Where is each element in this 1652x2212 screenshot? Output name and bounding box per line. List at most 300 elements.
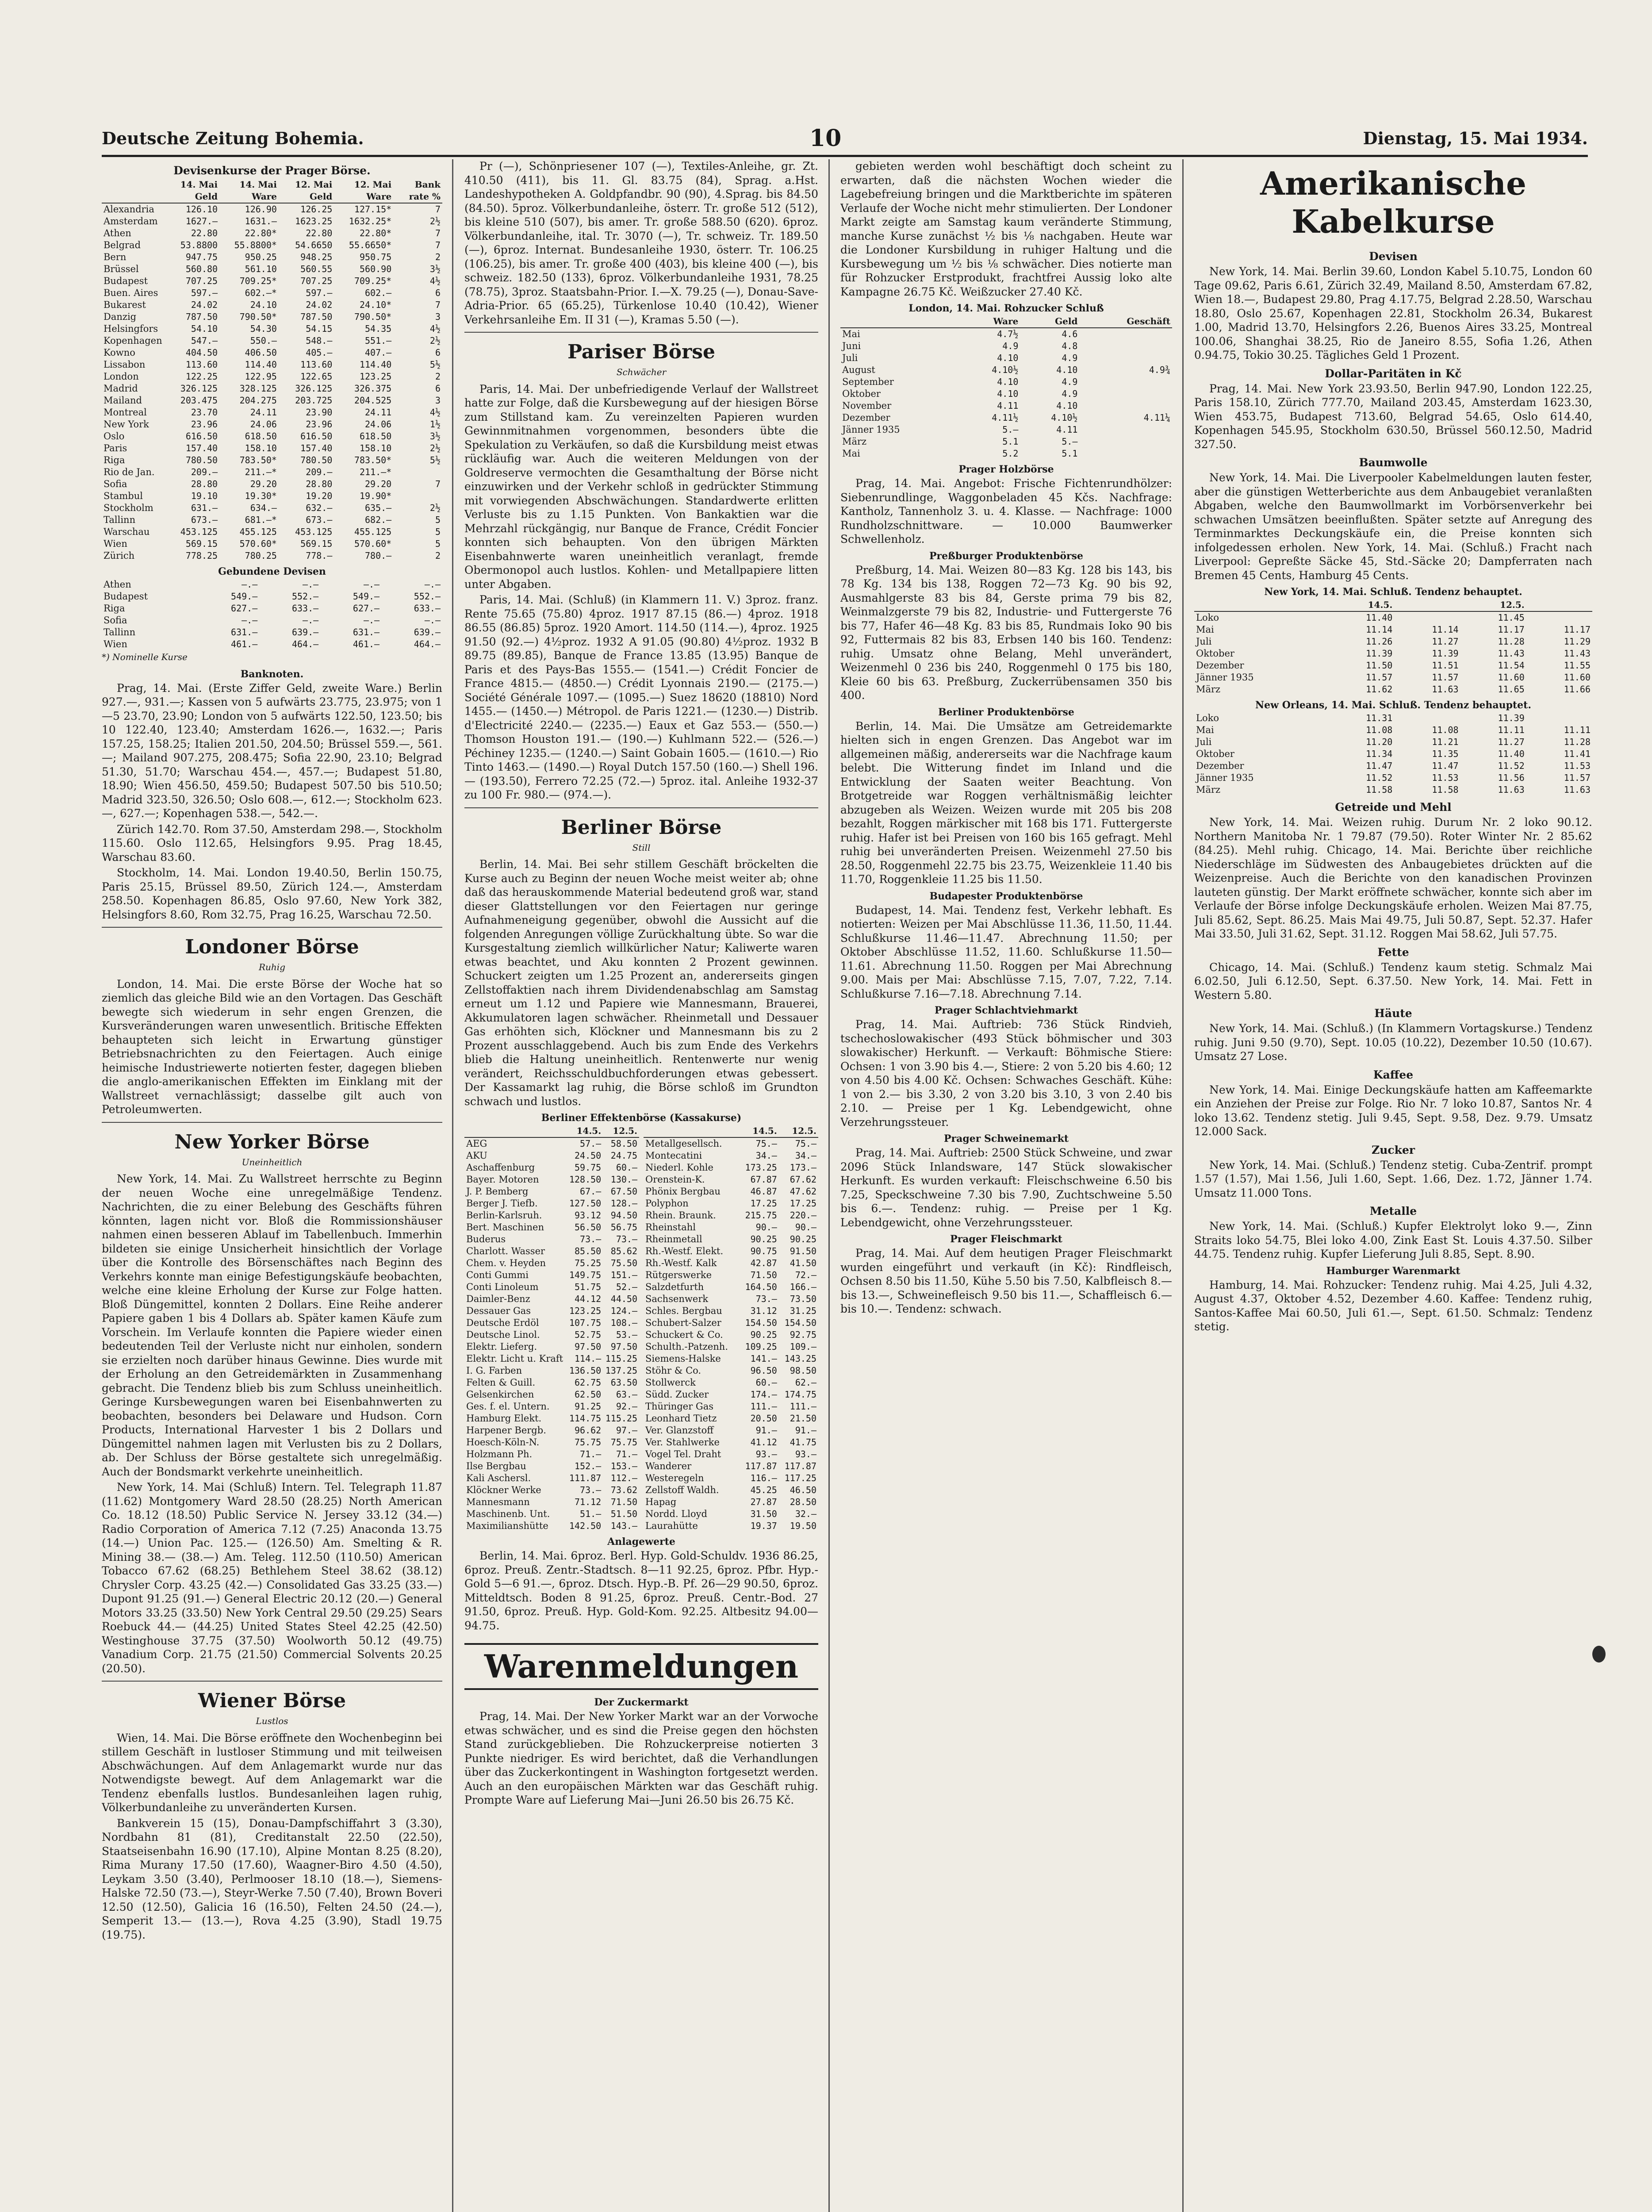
- cell-value: 597.—: [306, 288, 333, 298]
- row-label: Mai: [1196, 624, 1214, 635]
- row-label: Danzig: [103, 311, 137, 322]
- column-header: 12. Mai Ware: [334, 179, 393, 203]
- cell-value: 11.52: [1498, 760, 1525, 771]
- table-row: [102, 591, 442, 603]
- table-row: [644, 1210, 818, 1221]
- cell-value: 24.11: [365, 407, 392, 418]
- column-header: 14.5.: [1328, 599, 1394, 611]
- cell-value: 34.—: [795, 1150, 816, 1161]
- zucker-text: Prag, 14. Mai. Der New Yorker Markt war an der Vorwoche etwas schwächer, und es sind die Preise gegen den höchsten Stand zurückgeblieben. Die Rohzuckerpreise notierten 3 Punkte niedriger. Es wird berichtet, daß die Verhandlungen über das Zuckerkontingent in Washington fortgesetzt werden. Auch an den europäischen Märkten war das Geschäft ruhig. Prompte Ware auf Lieferung Mai—Juni 26.50 bis 26.75 Kč.: [464, 1710, 818, 1806]
- cell-value: 5: [435, 538, 441, 549]
- cell-value: 24.10*: [359, 300, 392, 310]
- cell-value: 4.8: [1062, 341, 1078, 351]
- cell-value: 60.—: [616, 1162, 637, 1173]
- cell-value: 24.50: [574, 1150, 602, 1161]
- table-row: [840, 340, 1172, 352]
- row-label: Vogel Tel. Draht: [645, 1449, 721, 1459]
- cell-value: 91.50: [790, 1246, 816, 1256]
- cell-value: 27.87: [750, 1497, 777, 1507]
- column-header: [1394, 599, 1460, 611]
- row-label: Rheinstahl: [645, 1222, 696, 1233]
- cell-value: 2: [435, 371, 441, 382]
- row-label: Oktober: [1196, 648, 1234, 659]
- cell-value: 1½: [429, 419, 441, 430]
- row-label: Aschaffenburg: [466, 1162, 535, 1173]
- cell-value: 41.50: [790, 1258, 816, 1268]
- cell-value: 11.31: [1366, 713, 1393, 723]
- cell-value: 54.6650: [295, 240, 333, 250]
- cell-value: 11.39: [1366, 648, 1393, 659]
- table-row: [1194, 672, 1592, 684]
- cell-value: 549.—: [353, 591, 380, 602]
- row-label: März: [842, 436, 867, 447]
- cell-value: 157.40: [185, 443, 218, 453]
- kassa-table-right: [644, 1125, 818, 1532]
- cell-value: 29.20: [250, 479, 277, 489]
- cell-value: 127.15*: [354, 204, 392, 215]
- schlacht-text: Prag, 14. Mai. Auftrieb: 736 Stück Rindvieh, tschechoslowakischer (493 Stück böhmischer und 303 slowakischer) Herkunft. — Verkauft: Böhmische Stiere: Ochsen: 1 von 3.90 bis 4.—, Stiere: 2 von 5.20 bis 4.60; 12 von 4.50 bis 4.00 Kč. Ochsen: Schwaches Geschäft. Kühe: 1 von 2.— bis 3.30, 2 von 3.20 bis 3.10, 3 von 2.40 bis 2.10. — Preise per 1 Kg. Lebendgewicht, ohne Verzehrungssteuer.: [840, 1018, 1172, 1129]
- table-row: [644, 1293, 818, 1305]
- cell-value: 114.40: [359, 359, 392, 370]
- table-row: [464, 1341, 639, 1353]
- cell-value: 75.75: [574, 1437, 602, 1448]
- cell-value: 570.60*: [239, 538, 277, 549]
- cell-value: 11.14: [1366, 624, 1393, 635]
- cell-value: 787.50: [185, 311, 218, 322]
- cell-value: 11.17: [1498, 624, 1525, 635]
- cell-value: 616.50: [300, 431, 333, 442]
- table-row: [644, 1257, 818, 1269]
- cell-value: 552.—: [414, 591, 441, 602]
- row-label: Budapest: [103, 276, 148, 286]
- table-row: [102, 311, 442, 323]
- table-row: [102, 407, 442, 419]
- cell-value: 790.50*: [354, 311, 392, 322]
- row-label: Wien: [103, 538, 127, 549]
- cell-value: 47.62: [790, 1186, 816, 1197]
- cell-value: 1623.25: [295, 216, 333, 227]
- cell-value: 4.10½: [1051, 412, 1078, 423]
- table-row: [644, 1389, 818, 1401]
- cell-value: 91.25: [574, 1401, 602, 1412]
- table-row: [644, 1353, 818, 1365]
- cell-value: 11.60: [1498, 672, 1525, 683]
- cell-value: 560.55: [300, 264, 333, 274]
- cell-value: [1394, 611, 1460, 624]
- cell-value: 90.75: [750, 1246, 777, 1256]
- cell-value: 464.—: [414, 639, 441, 649]
- cell-value: 5½: [429, 455, 441, 465]
- cell-value: 4.7½: [997, 329, 1019, 339]
- row-label: Loko: [1196, 612, 1219, 623]
- cell-value: 31.50: [750, 1509, 777, 1519]
- row-label: Juli: [1196, 636, 1212, 647]
- cell-value: 91.—: [795, 1425, 816, 1436]
- cell-value: 24.02: [306, 300, 333, 310]
- cell-value: 7: [435, 240, 441, 250]
- row-label: Wien: [103, 639, 127, 649]
- table-row: [644, 1137, 818, 1150]
- table-row: [102, 359, 442, 371]
- row-label: Stollwerck: [645, 1377, 696, 1388]
- column-rule: [828, 159, 830, 2212]
- divider: [464, 332, 818, 333]
- cell-value: 141.—: [750, 1353, 777, 1364]
- cell-value: 215.75: [745, 1210, 777, 1221]
- cell-value: 122.95: [245, 371, 277, 382]
- table-row: [644, 1448, 818, 1460]
- cell-value: [1526, 712, 1592, 724]
- cell-value: 632.—: [306, 503, 333, 513]
- cell-value: 11.62: [1366, 684, 1393, 695]
- cell-value: 11.35: [1432, 749, 1459, 759]
- cell-value: 22.80: [191, 228, 218, 238]
- cell-value: 631.—: [353, 627, 380, 637]
- cell-value: 204.525: [354, 395, 392, 406]
- row-label: Laurahütte: [645, 1521, 698, 1531]
- cell-value: 73.—: [580, 1234, 602, 1244]
- cell-value: 4.9: [1002, 341, 1019, 351]
- cell-value: [1079, 376, 1172, 388]
- table-row: [1194, 724, 1592, 736]
- cell-value: 126.90: [245, 204, 277, 215]
- waren-title: Warenmeldungen: [464, 1643, 818, 1690]
- cell-value: 149.75: [569, 1270, 602, 1280]
- zuerich-text: Zürich 142.70. Rom 37.50, Amsterdam 298.—, Stockholm 115.60. Oslo 112.65, Helsingfors 9.95. Prag 18.45, Warschau 83.60.: [102, 822, 442, 864]
- cell-value: [1079, 436, 1172, 448]
- cell-value: 51.—: [580, 1509, 602, 1519]
- cell-value: 151.—: [610, 1270, 637, 1280]
- row-label: Schulth.-Patzenh.: [645, 1341, 728, 1352]
- row-label: Buen. Aires: [103, 288, 158, 298]
- table-row: [644, 1305, 818, 1317]
- berlin-prod-title: Berliner Produktenbörse: [938, 706, 1074, 718]
- table-row: [102, 514, 442, 526]
- cell-value: 93.—: [755, 1449, 777, 1459]
- cell-value: 19.20: [306, 491, 333, 501]
- cell-value: 24.02: [191, 300, 218, 310]
- cell-value: 948.25: [300, 252, 333, 262]
- cell-value: 143.25: [784, 1353, 816, 1364]
- cell-value: 114.40: [245, 359, 277, 370]
- cell-value: 778.—: [306, 550, 333, 561]
- cell-value: 11.45: [1498, 612, 1525, 623]
- cell-value: 5.2: [1002, 448, 1019, 459]
- row-label: Westeregeln: [645, 1473, 704, 1483]
- cell-value: 34.—: [755, 1150, 777, 1161]
- cell-value: 63.50: [610, 1377, 637, 1388]
- cell-value: 85.50: [574, 1246, 602, 1256]
- cell-value: 203.725: [295, 395, 333, 406]
- table-row: [644, 1245, 818, 1257]
- cell-value: 11.56: [1498, 772, 1525, 783]
- table-row: [102, 299, 442, 311]
- column-header: [102, 179, 164, 203]
- cell-value: 326.125: [180, 383, 218, 394]
- cell-value: 639.—: [291, 627, 319, 637]
- cell-value: 707.25: [300, 276, 333, 286]
- row-label: Budapest: [103, 591, 148, 602]
- cell-value: 2½: [429, 443, 441, 453]
- cell-value: 130.—: [610, 1174, 637, 1185]
- row-label: Montreal: [103, 407, 147, 418]
- cell-value: 783.50*: [239, 455, 277, 465]
- metalle-text: New York, 14. Mai. (Schluß.) Kupfer Elektrolyt loko 9.—, Zinn Straits loko 54.75, Blei loko 4.00, Zink East St. Louis 4.37.50. Silber 44.75. Tendenz ruhig. Kupfer Lieferung Juli 8.85, Sept. 8.90.: [1194, 1220, 1592, 1260]
- newyork-quotes: New York, 14. Mai (Schluß) Intern. Tel. Telegraph 11.87 (11.62) Montgomery Ward 28.50 (28.25) North American Co. 18.12 (18.50) Public Service N. Jersey 33.12 (34.—) Radio Corporation of America 7.12 (7.25) Anaconda 13.75 (14.—) Union Pac. 125.— (126.50) Am. Smelting & R. Mining 38.— (38.—) Am. Teleg. 112.50 (110.50) American Tobacco 67.62 (68.25) Bethlehem Steel 38.62 (38.12) Chrysler Corp. 43.25 (42.—) Consolidated Gas 33.25 (33.—) Dupont 91.25 (91.—) General Electric 20.12 (20.—) General Motors 33.25 (33.50) New York Central 29.50 (29.25) Sears Roebuck 44.— (44.25) United States Steel 42.25 (42.50) Westinghouse 37.75 (37.50) Woolworth 50.12 (49.75) Vanadium Corp. 21.75 (21.50) Commercial Solvents 20.25 (20.50).: [102, 1481, 442, 1675]
- cell-value: 11.08: [1366, 725, 1393, 735]
- cell-value: 24.10: [250, 300, 277, 310]
- ny-cotton-table: [1194, 599, 1592, 695]
- cell-value: 57.—: [580, 1138, 602, 1149]
- row-label: Brüssel: [103, 264, 139, 274]
- table-row: [840, 376, 1172, 388]
- london-zucker-table: [840, 315, 1172, 460]
- cell-value: 73.—: [755, 1294, 777, 1304]
- column-header: Ware: [961, 315, 1020, 328]
- cell-value: 124.—: [610, 1306, 637, 1316]
- table-row: [1194, 660, 1592, 672]
- table-row: [464, 1269, 639, 1281]
- row-label: I. G. Farben: [466, 1365, 522, 1376]
- cell-value: 4.9: [1062, 376, 1078, 387]
- cell-value: 46.50: [790, 1485, 816, 1495]
- cell-value: 55.8800*: [234, 240, 277, 250]
- cell-value: 22.80: [306, 228, 333, 238]
- cell-value: 4.10: [1056, 400, 1078, 411]
- cell-value: 75.—: [755, 1138, 777, 1149]
- row-label: Montecatini: [645, 1150, 702, 1161]
- row-label: Salzdetfurth: [645, 1282, 704, 1292]
- row-label: Alexandria: [103, 204, 154, 215]
- cell-value: 97.50: [610, 1341, 637, 1352]
- cell-value: 11.43: [1498, 648, 1525, 659]
- cell-value: 11.11: [1564, 725, 1591, 735]
- table-row: [1194, 611, 1592, 624]
- cell-value: 115.25: [605, 1413, 637, 1424]
- cell-value: 116.—: [750, 1473, 777, 1483]
- cell-value: 3: [435, 311, 441, 322]
- kabel-title: Amerikanische Kabelkurse: [1260, 165, 1526, 240]
- newyork-text: New York, 14. Mai. Zu Wallstreet herrschte zu Beginn der neuen Woche eine unregelmäßige Tendenz. Nachrichten, die zu einer Belebung des Geschäfts führen könnten, lagen nicht vor. Bloß die Rommissionshäuser nahmen einen besseren Ablauf im Tabellenbuch. Immerhin bildeten sie einige Unsicherheit hinsichtlich der Vorlage über die Kontrolle des Börsenschäftes nach Beginn des Verkehrs konnte man einige Befestigungskäufe beobachten, welche eine kleine Erholung der Kurse zur Folge hatten. Bloß Düngemittel, konnten 2 Dollars. Eine Reihe anderer Papiere gaben 1 bis 4 Dollars ab. Später kamen Käufe zum Vorschein. Im Verlaufe konnten die Papiere wieder einen bedeutenden Teil der Verluste nicht nur einholen, sondern sie erzielten noch darüber hinaus Gewinne. Dies wurde mit der Erholung an den Getreidemärkten in Zusammenhang gebracht. Die Tendenz blieb bis zum Schluss uneinheitlich. Geringe Kursbewegungen waren bei Eisenbahnwerten zu beobachten, besonders bei Delaware und Hudson. Corn Products, International Harvester 1 bis 2 Dollars und Düngemittel nahmen lagen mit Verlusten bis zu 2 Dollars, ab. Der Schluss der Börse gestaltete sich unregelmäßig. Auch der Bondsmarkt verkehrte uneinheitlich.: [102, 1172, 442, 1478]
- cell-value: [393, 466, 442, 478]
- table-row: [102, 275, 442, 287]
- table-row: [102, 638, 442, 650]
- cell-value: 11.40: [1366, 612, 1393, 623]
- cell-value: 1631.—: [245, 216, 277, 227]
- cell-value: 90.—: [755, 1222, 777, 1233]
- cell-value: 639.—: [414, 627, 441, 637]
- row-label: Athen: [103, 579, 131, 590]
- cell-value: 90.25: [790, 1234, 816, 1244]
- cell-value: 67.50: [610, 1186, 637, 1197]
- london-zucker-title: London, 14. Mai. Rohzucker Schluß: [908, 303, 1104, 314]
- cell-value: 90.25: [750, 1329, 777, 1340]
- cell-value: 4.11: [1056, 424, 1078, 435]
- cell-value: 11.52: [1366, 772, 1393, 783]
- zucker-title: Der Zuckermarkt: [594, 1697, 689, 1708]
- row-label: Südd. Zucker: [645, 1389, 709, 1400]
- fleisch-text: Prag, 14. Mai. Auf dem heutigen Prager Fleischmarkt wurden eingeführt und verkauft (in Kč): Rindfleisch, Ochsen 8.50 bis 11.50, Kühe 5.50 bis 7.50, Kalbfleisch 8.— bis 13.—, Schweinefleisch 9.50 bis 11.—, Schaffleisch 6.— bis 10.—. Tendenz: schwach.: [840, 1247, 1172, 1315]
- berlin-title: Berliner Börse: [561, 816, 722, 839]
- cell-value: 950.75: [359, 252, 392, 262]
- table-row: [102, 603, 442, 614]
- ink-speck: [1592, 1646, 1606, 1663]
- cell-value: [1079, 328, 1172, 340]
- cell-value: 3½: [429, 264, 441, 274]
- cell-value: 11.66: [1564, 684, 1591, 695]
- table-row: [102, 251, 442, 263]
- cell-value: 405.—: [306, 347, 333, 358]
- table-row: [1194, 624, 1592, 636]
- table-row: [840, 364, 1172, 376]
- cell-value: 4.9¾: [1149, 365, 1170, 375]
- cell-value: 166.—: [790, 1282, 816, 1292]
- table-row: [644, 1150, 818, 1162]
- wien-text: Wien, 14. Mai. Die Börse eröffnete den Wochenbeginn bei stillem Geschäft in lustloser Stimmung und mit teilweisen Abschwächungen. Auf dem Anlagemarkt wurde nur das Notwendigste bewegt. Auf dem Anlagemarkt war die Tendenz ebenfalls lustlos. Bundesanleihen lagen ruhig, Völkerbundanleihe zu unveränderten Kursen.: [102, 1731, 442, 1814]
- cell-value: 173.—: [790, 1162, 816, 1173]
- row-label: August: [842, 365, 875, 375]
- column-header: 12.5.: [1460, 599, 1526, 611]
- table-row: [1194, 712, 1592, 724]
- column-header: Geschäft: [1079, 315, 1172, 328]
- kaffee-sub: Kaffee: [1373, 1068, 1414, 1081]
- table-row: [464, 1520, 639, 1532]
- cell-value: 4½: [429, 323, 441, 334]
- table-row: [840, 400, 1172, 412]
- cell-value: 97.—: [616, 1425, 637, 1436]
- cell-value: 618.50: [359, 431, 392, 442]
- devisen-table: [102, 179, 442, 562]
- cell-value: 109.—: [790, 1341, 816, 1352]
- row-label: Stockholm: [103, 503, 153, 513]
- cell-value: 5: [435, 515, 441, 525]
- budapest-title: Budapester Produktenbörse: [929, 890, 1083, 902]
- cell-value: 11.57: [1432, 672, 1459, 683]
- row-label: Elektr. Lieferg.: [466, 1341, 537, 1352]
- table-row: [644, 1317, 818, 1329]
- gebundene-table: [102, 579, 442, 650]
- table-row: [464, 1150, 639, 1162]
- row-label: Niederl. Kohle: [645, 1162, 713, 1173]
- column-header: 12.5.: [603, 1125, 639, 1137]
- cell-value: 19.30*: [245, 491, 277, 501]
- cell-value: 11.39: [1498, 713, 1525, 723]
- row-label: Zürich: [103, 550, 135, 561]
- row-label: Paris: [103, 443, 127, 453]
- cell-value: 67.—: [580, 1186, 602, 1197]
- table-row: [644, 1281, 818, 1293]
- cell-value: 174.75: [784, 1389, 816, 1400]
- cell-value: 157.40: [300, 443, 333, 453]
- cell-value: 11.65: [1498, 684, 1525, 695]
- cell-value: 28.80: [191, 479, 218, 489]
- cell-value: 453.125: [295, 526, 333, 537]
- row-label: Daimler-Benz: [466, 1294, 530, 1304]
- cell-value: 3: [435, 395, 441, 406]
- cell-value: [1394, 712, 1460, 724]
- row-label: Felten & Guill.: [466, 1377, 536, 1388]
- cell-value: 709.25*: [354, 276, 392, 286]
- cell-value: 4.10: [1056, 365, 1078, 375]
- table-row: [464, 1389, 639, 1401]
- row-label: Ges. f. el. Untern.: [466, 1401, 550, 1412]
- cell-value: 91.—: [755, 1425, 777, 1436]
- table-row: [840, 388, 1172, 400]
- cell-value: 23.90: [306, 407, 333, 418]
- row-label: Dezember: [842, 412, 890, 423]
- cell-value: 72.—: [795, 1270, 816, 1280]
- cell-value: —.—: [424, 579, 441, 590]
- row-label: Kali Aschersl.: [466, 1473, 531, 1483]
- cell-value: —.—: [241, 579, 258, 590]
- cell-value: 71.50: [750, 1270, 777, 1280]
- cell-value: 41.75: [790, 1437, 816, 1448]
- row-label: Gelsenkirchen: [466, 1389, 534, 1400]
- cell-value: 561.10: [245, 264, 277, 274]
- row-label: September: [842, 376, 894, 387]
- cell-value: 117.87: [745, 1461, 777, 1471]
- cell-value: 4.11½: [992, 412, 1019, 423]
- cell-value: 17.25: [790, 1198, 816, 1209]
- cell-value: 75.75: [610, 1437, 637, 1448]
- table-row: [102, 490, 442, 502]
- row-label: Stöhr & Co.: [645, 1365, 701, 1376]
- cell-value: 404.50: [185, 347, 218, 358]
- banknoten-title: Banknoten.: [240, 668, 304, 680]
- cell-value: 569.15: [300, 538, 333, 549]
- cell-value: 635.—: [365, 503, 392, 513]
- cell-value: 4½: [429, 276, 441, 286]
- row-label: AKU: [466, 1150, 487, 1161]
- cell-value: 55.6650*: [349, 240, 392, 250]
- table-row: [1194, 784, 1592, 796]
- table-row: [840, 328, 1172, 340]
- row-label: Rh.-Westf. Kalk: [645, 1258, 717, 1268]
- table-row: [644, 1162, 818, 1174]
- cell-value: 62.75: [574, 1377, 602, 1388]
- cell-value: 633.—: [291, 603, 319, 614]
- table-row: [840, 412, 1172, 424]
- row-label: Polyphon: [645, 1198, 689, 1209]
- table-row: [102, 227, 442, 239]
- column-header: [840, 315, 961, 328]
- row-label: Kopenhagen: [103, 335, 162, 346]
- table-row: [102, 323, 442, 335]
- devisen-table-header: [102, 179, 442, 203]
- cell-value: 455.125: [239, 526, 277, 537]
- column-header: Bank rate %: [393, 179, 442, 203]
- row-label: Nordd. Lloyd: [645, 1509, 707, 1519]
- cell-value: 52.—: [616, 1282, 637, 1292]
- cell-value: 42.87: [750, 1258, 777, 1268]
- cell-value: 780.—: [365, 550, 392, 561]
- cell-value: 98.50: [790, 1365, 816, 1376]
- cell-value: 11.47: [1366, 760, 1393, 771]
- table-row: [102, 579, 442, 591]
- cell-value: 780.50: [185, 455, 218, 465]
- row-label: Hamburg Elekt.: [466, 1413, 542, 1424]
- devisen-title: Devisenkurse der Prager Börse.: [173, 164, 371, 177]
- table-row: [102, 335, 442, 347]
- pressburg-title: Preßburger Produktenbörse: [929, 550, 1084, 562]
- cell-value: 31.25: [790, 1306, 816, 1316]
- cell-value: [1079, 448, 1172, 460]
- kassa-title: Berliner Effektenbörse (Kassakurse): [541, 1112, 742, 1124]
- cell-value: 24.06: [365, 419, 392, 430]
- anlage-title: Anlagewerte: [607, 1536, 675, 1548]
- wien-quotes: Bankverein 15 (15), Donau-Dampfschiffahrt 3 (3.30), Nordbahn 81 (81), Creditanstalt 22.50 (22.50), Staatseisenbahn 16.90 (17.10), Alpine Montan 8.25 (8.20), Rima Murany 17.50 (17.60), Waagner-Biro 4.50 (4.50), Leykam 3.50 (3.40), Perlmooser 18.10 (18.—), Siemens-Halske 72.50 (73.—), Steyr-Werke 7.50 (7.40), Brown Boveri 12.50 (12.50), Galicia 16 (16.50), Felten 24.50 (24.—), Semperit 13.— (13.—), Rova 4.25 (3.90), Stadl 19.75 (19.75).: [102, 1816, 442, 1941]
- cell-value: 11.17: [1564, 624, 1591, 635]
